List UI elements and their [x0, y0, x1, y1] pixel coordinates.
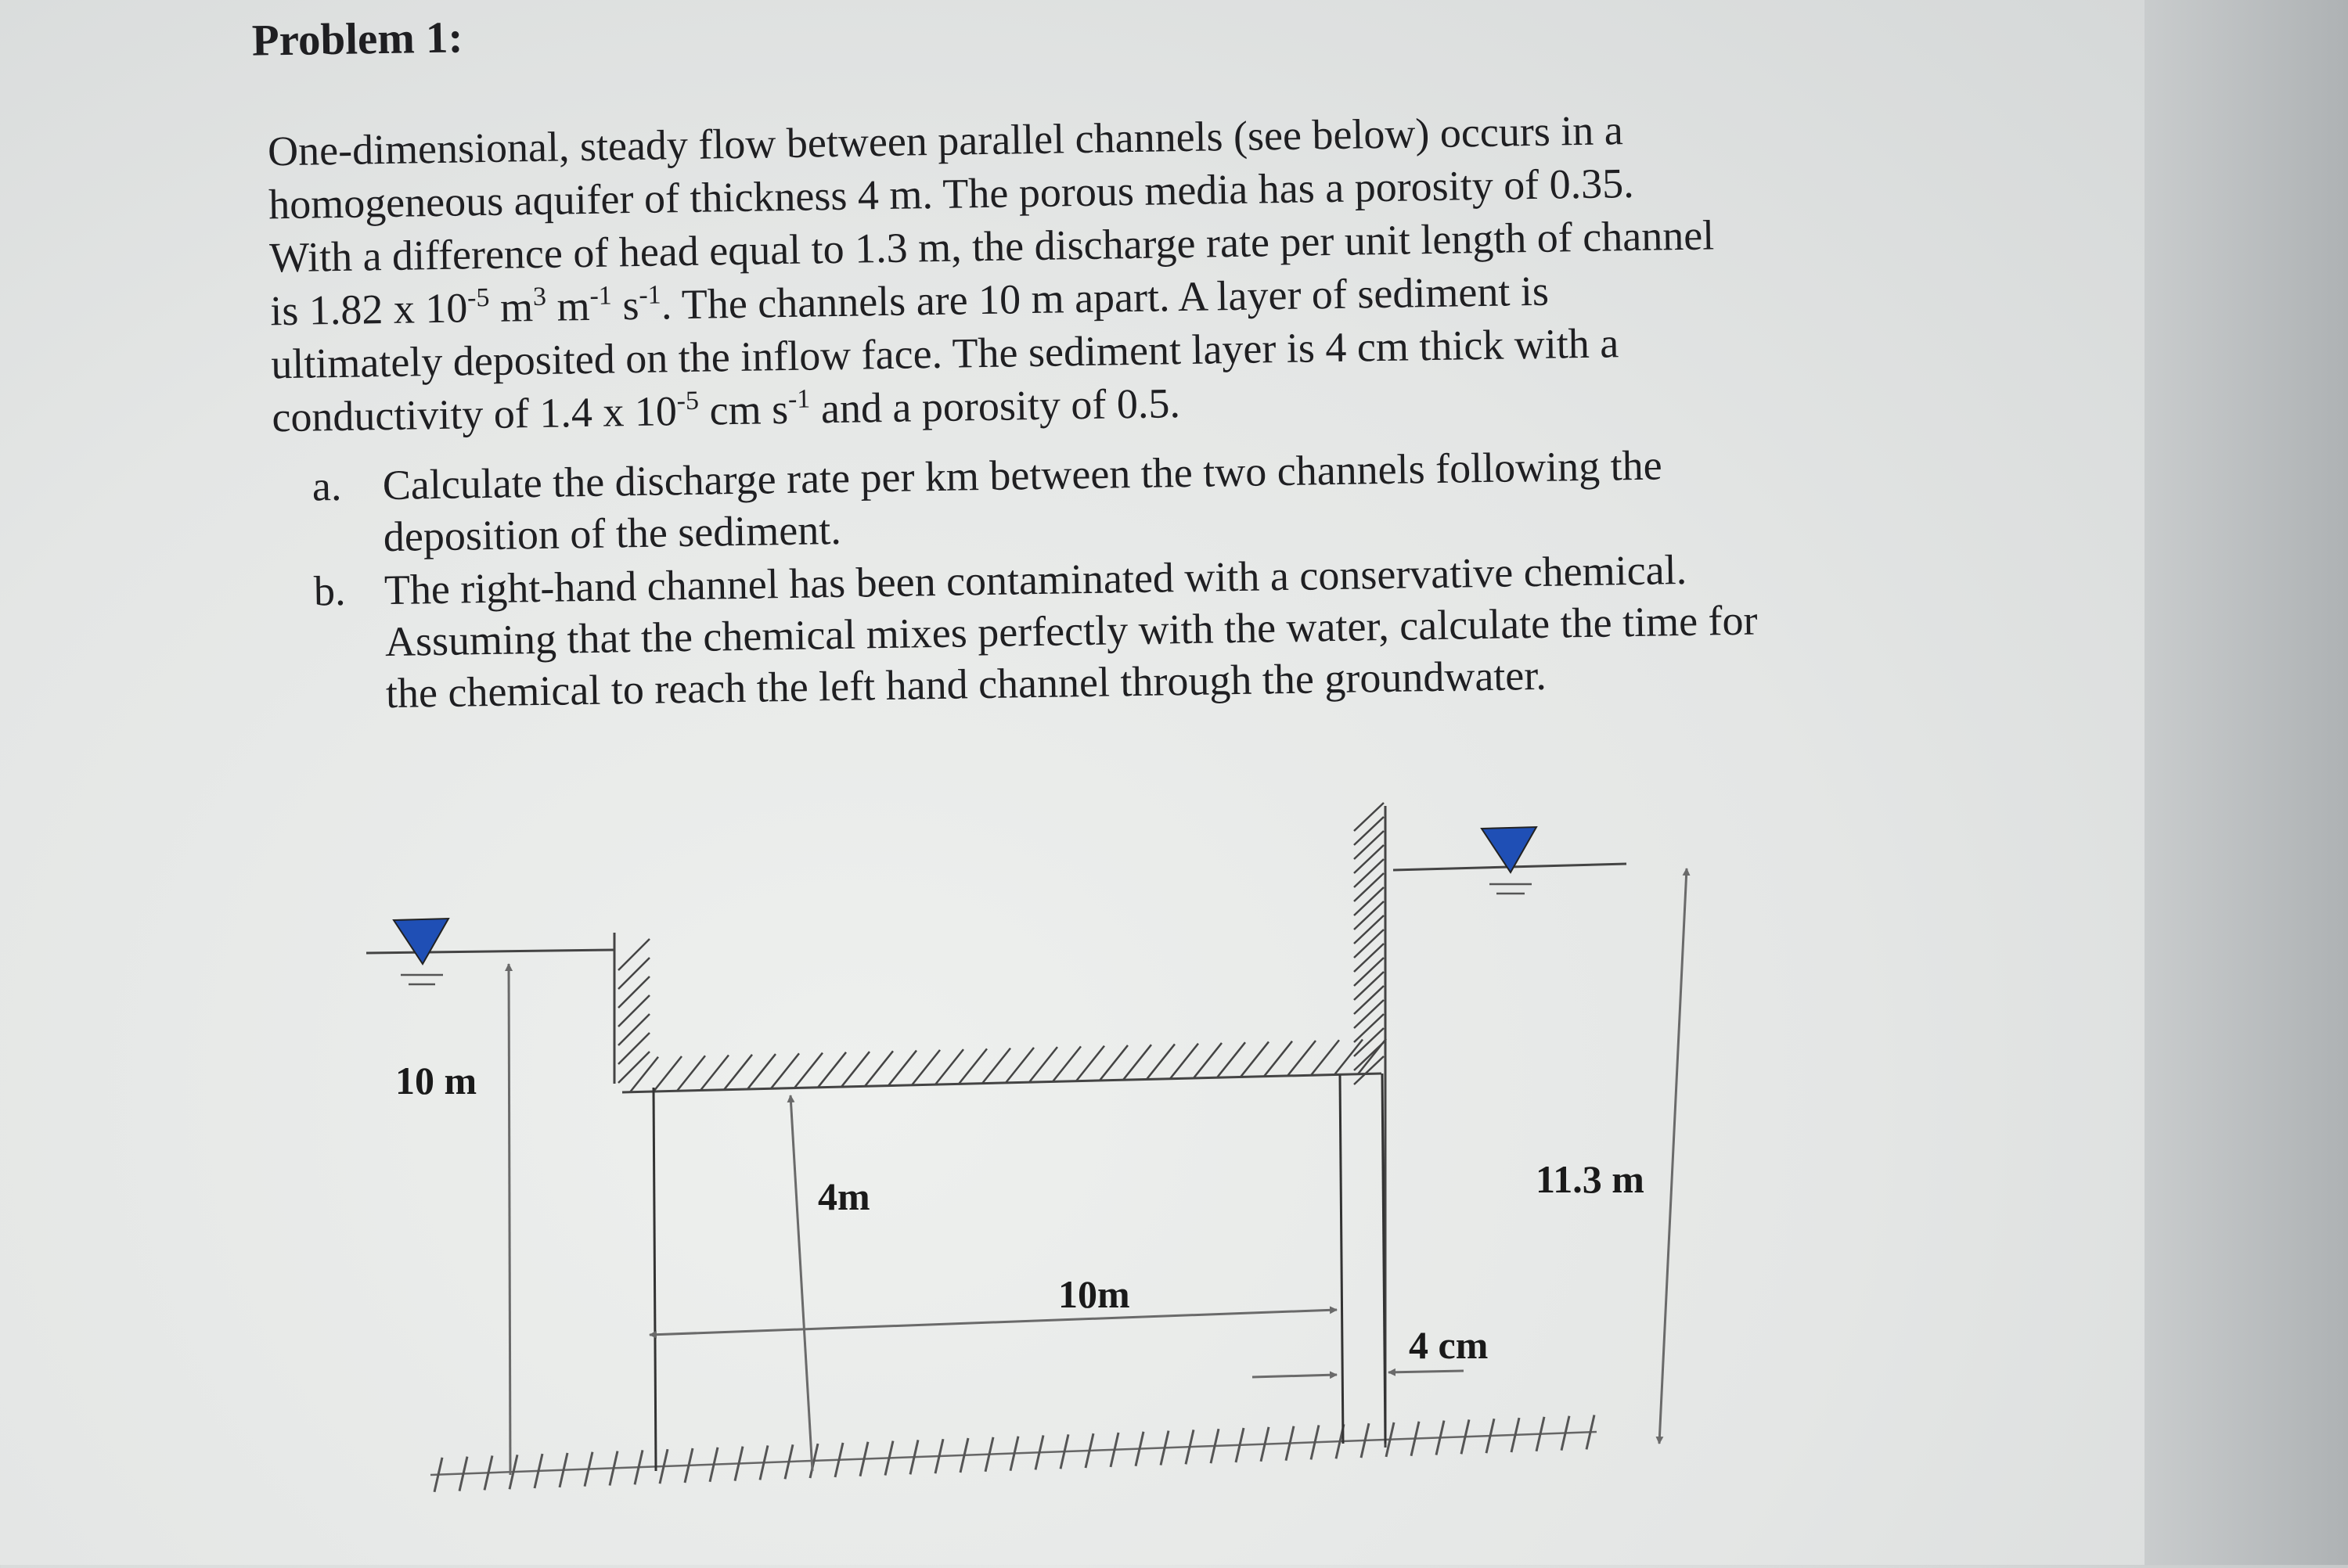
question-line: the chemical to reach the left hand channel through the groundwater. — [385, 651, 1547, 717]
hatch-mark — [1354, 972, 1384, 1000]
statement-line-discharge: is 1.82 x $10^{-5}$ $m^3$ $m^{-1}$ $s^{-1}$. The channels are 10 m apart. A layer of sediment is — [269, 267, 1550, 335]
hatch-mark — [1354, 1028, 1384, 1056]
question-line: The right-hand channel has been contaminated with a conservative chemical. — [384, 545, 1687, 614]
hatch-mark — [618, 1033, 650, 1064]
hatch-mark — [1354, 901, 1384, 930]
question-line: deposition of the sediment. — [383, 505, 842, 561]
problem-heading: Problem 1: — [251, 13, 463, 66]
hatch-mark — [677, 1056, 705, 1091]
hatch-mark — [654, 1056, 682, 1091]
hatch-mark — [618, 1014, 650, 1045]
confining-layer — [622, 1039, 1386, 1092]
right-head-label: 11.3 m — [1536, 1157, 1644, 1201]
hatch-mark — [1354, 1000, 1384, 1028]
aquifer-thickness-arrow — [790, 1095, 812, 1471]
hatch-mark — [771, 1053, 799, 1088]
channel-spacing-arrow — [650, 1310, 1337, 1335]
hatch-mark — [1354, 831, 1384, 859]
hatch-mark — [630, 1057, 658, 1092]
hatch-mark — [1354, 859, 1384, 887]
hatch-mark — [982, 1048, 1010, 1084]
hatch-mark — [1170, 1044, 1198, 1079]
question-line: Assuming that the chemical mixes perfectly with the water, calculate the time for — [384, 596, 1758, 666]
hatch-mark — [1354, 986, 1384, 1014]
hatch-mark — [841, 1052, 870, 1087]
hatch-mark — [935, 1049, 963, 1084]
hatch-mark — [1354, 873, 1384, 901]
statement-line: homogeneous aquifer of thickness 4 m. The porous media has a porosity of 0.35. — [268, 159, 1635, 228]
hatch-mark — [1334, 1039, 1363, 1074]
right-water-symbol — [1482, 827, 1536, 894]
hatch-mark — [1354, 944, 1384, 972]
hatch-mark — [618, 958, 650, 989]
left-head-arrow — [509, 964, 510, 1475]
hatch-mark — [912, 1050, 940, 1085]
hatch-mark — [959, 1048, 987, 1084]
hatch-mark — [747, 1054, 776, 1089]
hatch-mark — [700, 1056, 729, 1091]
hatch-mark — [618, 995, 650, 1027]
hatch-mark — [1354, 1042, 1384, 1070]
hatch-mark — [618, 1052, 650, 1083]
right-channel — [1354, 803, 1626, 1448]
hatch-mark — [1354, 845, 1384, 873]
hatch-mark — [818, 1052, 846, 1088]
channel-spacing-label: 10m — [1058, 1272, 1130, 1316]
statement-line: ultimately deposited on the inflow face. The sediment layer is 4 cm thick with a — [270, 319, 1619, 388]
hatch-mark — [1100, 1045, 1128, 1081]
water-level-icon — [394, 919, 448, 964]
hatch-mark — [1076, 1046, 1104, 1081]
question-marker: a. — [312, 462, 342, 510]
hatch-mark — [1287, 1041, 1316, 1076]
hatch-mark — [1006, 1048, 1034, 1083]
hatch-mark — [1354, 1014, 1384, 1042]
question-line: Calculate the discharge rate per km between the two channels following the — [382, 441, 1663, 509]
left-head-label: 10 m — [395, 1059, 477, 1102]
hatch-mark — [1029, 1047, 1057, 1082]
hatch-mark — [1354, 930, 1384, 958]
hatch-mark — [1194, 1043, 1222, 1078]
hatch-mark — [1354, 817, 1384, 845]
statement-line-conductivity: conductivity of 1.4 x $10^{-5}$ cm $s^{-1}$ and a porosity of 0.5. — [271, 379, 1181, 441]
sediment-arrows — [1252, 1371, 1464, 1377]
hatch-mark — [618, 976, 650, 1008]
aquifer-boundaries — [654, 1074, 1385, 1471]
hatch-mark — [1241, 1041, 1269, 1077]
hatch-mark — [1264, 1041, 1292, 1077]
hatch-mark — [1354, 803, 1384, 831]
statement-line: With a difference of head equal to 1.3 m, the discharge rate per unit length of channel — [268, 211, 1715, 282]
hatch-mark — [1147, 1044, 1175, 1079]
hatch-mark — [618, 939, 650, 970]
hatch-mark — [1311, 1040, 1339, 1075]
hatch-mark — [1354, 887, 1384, 915]
hatch-mark — [1123, 1045, 1151, 1080]
sediment-thickness-label: 4 cm — [1409, 1323, 1489, 1367]
hatch-mark — [794, 1053, 823, 1088]
hatch-mark — [1217, 1042, 1245, 1077]
statement-line: One-dimensional, steady flow between parallel channels (see below) occurs in a — [267, 106, 1624, 175]
right-head-arrow — [1659, 869, 1687, 1444]
hatch-mark — [888, 1051, 917, 1086]
ground-hatching — [430, 1415, 1597, 1491]
hatch-mark — [724, 1055, 752, 1090]
aquifer-thickness-label: 4m — [818, 1174, 870, 1218]
hatch-mark — [1053, 1046, 1081, 1081]
hatch-mark — [1354, 958, 1384, 986]
question-marker: b. — [313, 566, 346, 615]
hatch-mark — [865, 1051, 893, 1086]
hatch-mark — [1354, 915, 1384, 944]
